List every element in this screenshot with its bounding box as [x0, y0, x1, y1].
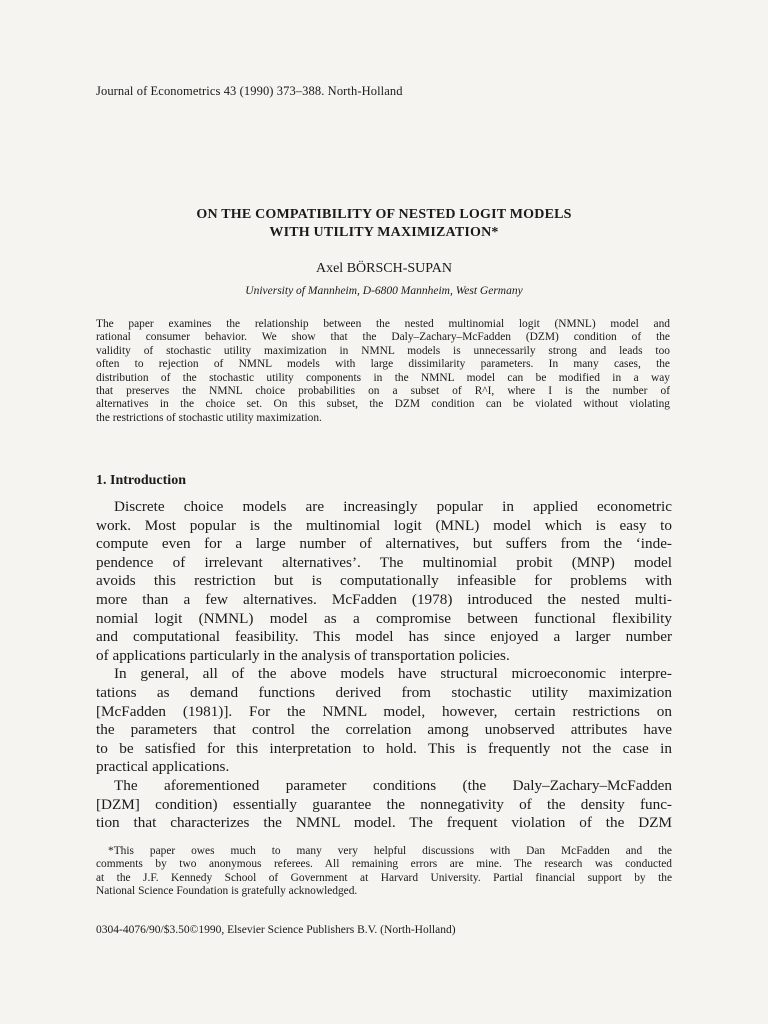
- body-line: compute even for a large number of alternatives, but suffers from the ‘inde-: [96, 535, 672, 553]
- body-line: practical applications.: [96, 758, 230, 776]
- footnote-line: *This paper owes much to many very helpful discussions with Dan McFadden and the: [108, 845, 672, 857]
- body-line: to be satisfied for this interpretation to hold. This is frequently not the case in: [96, 739, 672, 757]
- body-line: avoids this restriction but is computationally infeasible for problems with: [96, 572, 672, 590]
- body-line: pendence of irrelevant alternatives’. The multinomial probit (MNP) model: [96, 553, 672, 571]
- body-line: and computational feasibility. This model has since enjoyed a larger number: [96, 628, 672, 646]
- footnote-line: at the J.F. Kennedy School of Government at Harvard University. Partial financial support by the: [96, 871, 672, 884]
- body-line: [DZM] condition) essentially guarantee the nonnegativity of the density func-: [96, 795, 672, 813]
- abstract-line: the restrictions of stochastic utility maximization.: [96, 411, 322, 424]
- section-heading: 1. Introduction: [96, 473, 186, 488]
- journal-citation: Journal of Econometrics 43 (1990) 373–388. North-Holland: [96, 84, 403, 98]
- title-line-2: WITH UTILITY MAXIMIZATION*: [269, 225, 499, 240]
- body-line: The aforementioned parameter conditions (the Daly–Zachary–McFadden: [114, 776, 672, 794]
- abstract-line: validity of stochastic utility maximization in NMNL models is unnecessarily strong and leads too: [96, 344, 670, 357]
- author-name: Axel BÖRSCH-SUPAN: [315, 261, 452, 276]
- abstract-line: distribution of the stochastic utility components in the NMNL model can be modified in a way: [96, 371, 670, 384]
- body-line: of applications particularly in the analysis of transportation policies.: [96, 646, 510, 664]
- abstract-line: that preserves the NMNL choice probabilities on a subset of R^I, where I is the number of: [96, 385, 670, 398]
- footnote-line: National Science Foundation is gratefully acknowledged.: [96, 885, 358, 898]
- body-line: work. Most popular is the multinomial logit (MNL) model which is easy to: [96, 516, 672, 534]
- abstract-line: often to rejection of NMNL models with large dissimilarity parameters. In many cases, the: [96, 358, 670, 371]
- footnote-line: comments by two anonymous referees. All remaining errors are mine. The research was conducted: [96, 858, 672, 871]
- abstract-line: alternatives in the choice set. On this subset, the DZM condition can be violated without violating: [96, 398, 670, 411]
- author-affiliation: University of Mannheim, D-6800 Mannheim, West Germany: [245, 285, 523, 297]
- abstract-line: The paper examines the relationship between the nested multinomial logit (NMNL) model and: [96, 318, 670, 330]
- body-line: tations as demand functions derived from stochastic utility maximization: [96, 683, 672, 701]
- body-line: Discrete choice models are increasingly popular in applied econometric: [114, 498, 672, 515]
- body-line: the parameters that control the correlation among unobserved attributes have: [96, 721, 672, 739]
- body-line: more than a few alternatives. McFadden (1978) introduced the nested multi-: [96, 590, 672, 608]
- title-line-1: ON THE COMPATIBILITY OF NESTED LOGIT MODELS: [196, 207, 572, 222]
- footnote: [96, 845, 672, 899]
- body-line: In general, all of the above models have structural microeconomic interpre-: [114, 665, 672, 683]
- introduction-body: [96, 498, 672, 833]
- body-line: [McFadden (1981)]. For the NMNL model, however, certain restrictions on: [96, 702, 672, 720]
- abstract: [96, 318, 670, 425]
- article-title: [96, 206, 672, 242]
- body-line: nomial logit (NMNL) model as a compromise between functional flexibility: [96, 609, 672, 627]
- body-line: tion that characterizes the NMNL model. The frequent violation of the DZM: [96, 814, 672, 832]
- abstract-line: rational consumer behavior. We show that the Daly–Zachary–McFadden (DZM) condition of the: [96, 331, 670, 344]
- copyright-line: 0304-4076/90/$3.50©1990, Elsevier Science Publishers B.V. (North-Holland): [96, 924, 456, 936]
